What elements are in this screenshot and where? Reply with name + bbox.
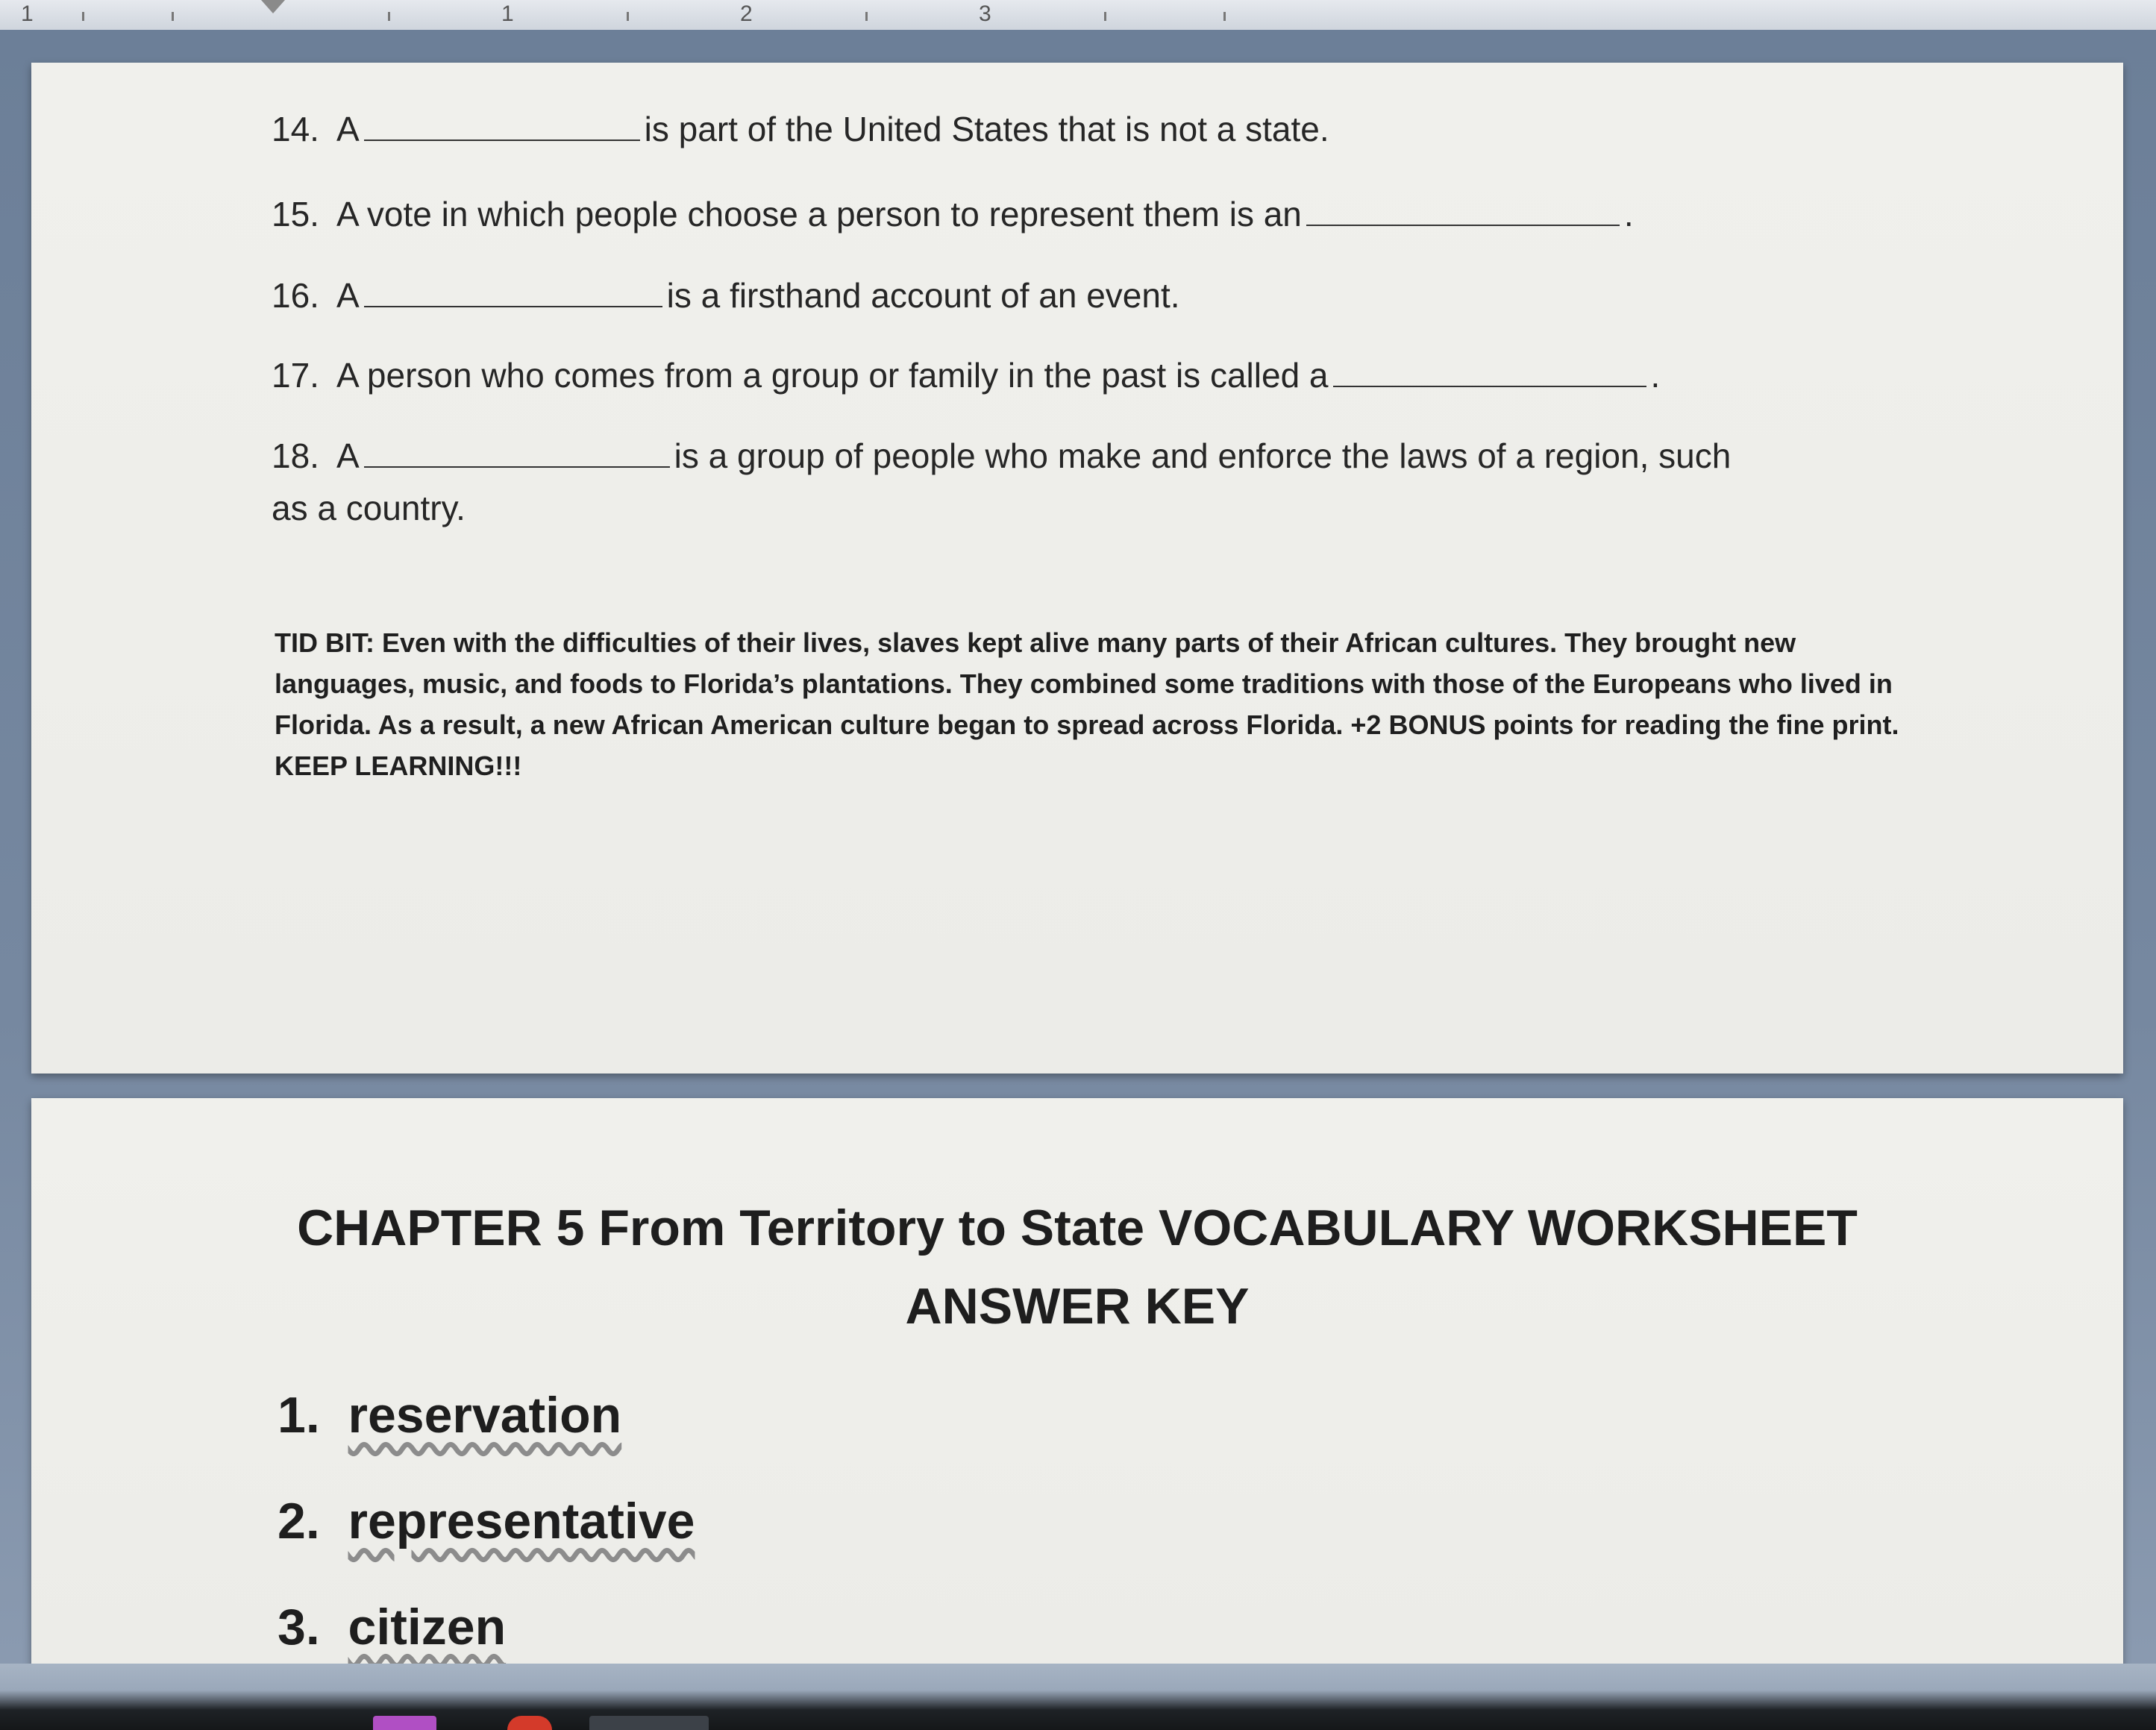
ruler-tick [627, 12, 629, 21]
ruler-tick [1104, 12, 1106, 21]
question-14: 14. A is part of the United States that is not a state. [272, 110, 1329, 148]
taskbar-app-icon[interactable] [373, 1716, 436, 1730]
question-17: 17. A person who comes from a group or family in the past is called a . [272, 356, 1661, 395]
taskbar [0, 1664, 2156, 1730]
answer-blank[interactable] [364, 139, 640, 141]
ruler-mark: 2 [740, 1, 753, 26]
question-15: 15. A vote in which people choose a person to represent them is an . [272, 195, 1634, 234]
answer-word: citizen [348, 1599, 507, 1655]
answer-blank[interactable] [364, 305, 662, 307]
worksheet-title: CHAPTER 5 From Territory to State VOCABULARY WORKSHEET [297, 1200, 1858, 1256]
ruler-tick [1223, 12, 1226, 21]
ruler-mark: 1 [501, 1, 514, 26]
document-workspace [0, 30, 2156, 1664]
taskbar-app-icon[interactable] [507, 1716, 552, 1730]
ruler-tick [82, 12, 84, 21]
answer-blank[interactable] [364, 466, 670, 468]
document-page-2[interactable] [31, 1098, 2123, 1680]
answer-word: representative [348, 1493, 695, 1549]
question-18: 18. A is a group of people who make and enforce the laws of a region, such [272, 436, 1732, 475]
tidbit-paragraph: TID BIT: Even with the difficulties of their lives, slaves kept alive many parts of their African cultures. They brought new languages, music, and foods to Florida’s plantations. They combined some traditions with those of the Europeans who lived in Florida. As a result, a new African American culture began to spread across Florida. +2 BONUS points for reading the fine print. KEEP LEARNING!!! [275, 627, 1899, 781]
ruler-tick [172, 12, 174, 21]
question-18-continuation: as a country. [272, 489, 466, 527]
answer-item: 2. representative [278, 1493, 695, 1549]
answer-word: reservation [348, 1387, 622, 1444]
indent-marker-icon[interactable] [261, 0, 285, 13]
ruler-tick [388, 12, 390, 21]
answer-blank[interactable] [1306, 224, 1620, 226]
ruler-mark: 1 [21, 1, 34, 26]
document-page-1[interactable] [31, 63, 2123, 1074]
taskbar-app-icon[interactable] [589, 1716, 709, 1730]
ruler-mark: 3 [979, 1, 991, 26]
ruler-tick [865, 12, 868, 21]
horizontal-ruler[interactable] [0, 0, 2156, 31]
answer-blank[interactable] [1333, 385, 1646, 387]
question-16: 16. A is a firsthand account of an event. [272, 276, 1180, 315]
answer-item: 3. citizen [278, 1599, 507, 1655]
answer-key-heading: ANSWER KEY [905, 1278, 1250, 1335]
answer-item: 1. reservation [278, 1387, 622, 1444]
